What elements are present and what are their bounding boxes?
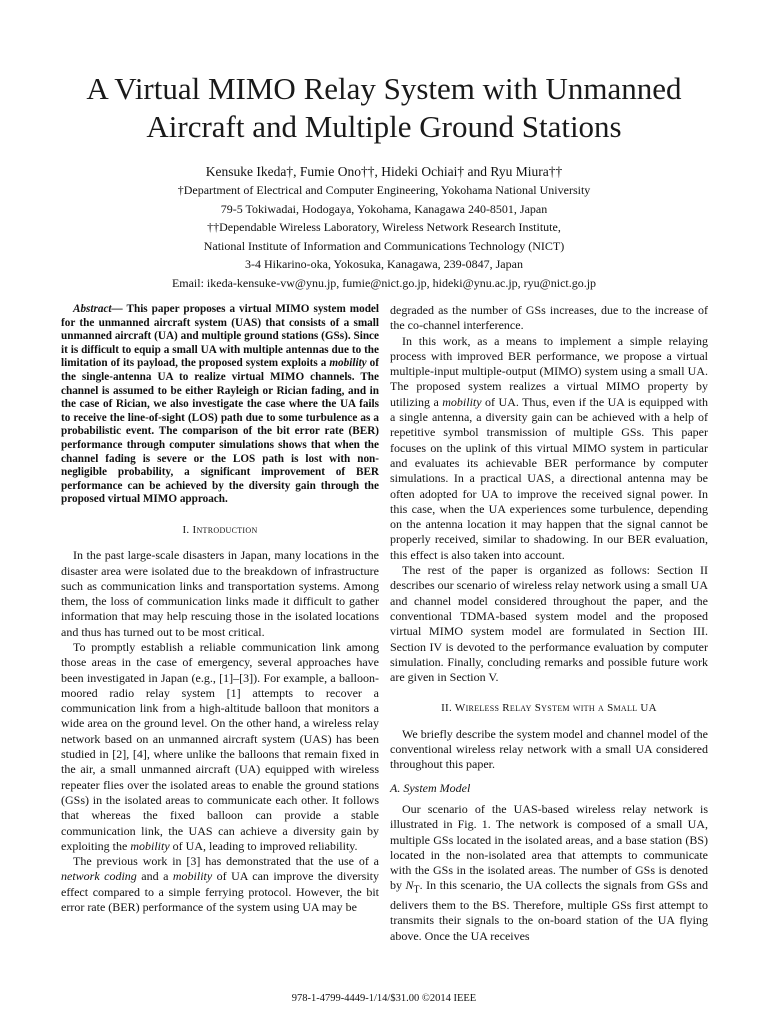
section-heading-introduction: I. Introduction xyxy=(182,523,258,536)
affiliation-line: 3-4 Hikarino-oka, Yokosuka, Kanagawa, 239-0847, Japan xyxy=(245,257,523,271)
abstract-label: Abstract— xyxy=(73,303,123,315)
paragraph: To promptly establish a reliable communication link among those areas in the case of emergency, several approaches have been investigated in Japan (e.g., [1]–[3]). For example, a balloon-moored radio relay system [1] attempts to recover a communication link from a high-altitude balloon that monitors a wide area on the ground level. On the other hand, a wireless relay network based on an unmanned aircraft system (UAS) has been studied in [2], [4], where unlike the balloons that remain fixed in the air, a small unmanned aircraft (UA) equipped with wireless repeater flies over the isolated areas to enable the ground stations (GSs) in the isolated areas to communicate each other. It follows that whereas the fixed balloon can provide a stable communication link, the UAS can achieve a diversity gain by exploiting the mobility of UA, leading to improved reliability. xyxy=(61,639,379,853)
abstract: Abstract— This paper proposes a virtual MIMO system model for the unmanned aircraft system (UAS) that consists of a small unmanned aircraft (UA) and multiple ground stations (GSs). Since it is difficult to equip a small UA with multiple antennas due to the limitation of its payload, the proposed system exploits a mobility of the single-antenna UA to realize virtual MIMO channels. The channel is assumed to be either Rayleigh or Rician fading, and in the case of Rician, we also investigate the case where the UA fails to receive the line-of-sight (LOS) path due to some turbulence as a probabilistic event. The comparison of the bit error rate (BER) performance through computer simulations shows that when the channel fading is severe or the LOS path is lost with non-negligible probability, a significant improvement of BER performance can be achieved by the diversity gain through the proposed virtual MIMO approach. xyxy=(61,303,379,506)
author-block xyxy=(40,163,728,292)
paragraph: In the past large-scale disasters in Japan, many locations in the disaster area were isolated due to the breakdown of infrastructure such as communication links and transportation systems. Among them, the loss of communication links made it difficult to gather information that may help rescuing those in the isolated locations and thus has turned out to be most critical. xyxy=(61,548,379,639)
paragraph-continued: degraded as the number of GSs increases, due to the increase of the co-channel interference. xyxy=(390,303,708,333)
affiliation-line: 79-5 Tokiwadai, Hodogaya, Yokohama, Kanagawa 240-8501, Japan xyxy=(220,201,548,216)
email-line: Email: ikeda-kensuke-vw@ynu.jp, fumie@nict.go.jp, hideki@ynu.ac.jp, ryu@nict.go.jp xyxy=(171,275,597,290)
affiliation-line: †Department of Electrical and Computer Engineering, Yokohama National University xyxy=(177,183,591,197)
author-names: Kensuke Ikeda†, Fumie Ono††, Hideki Ochiai† and Ryu Miura†† xyxy=(205,164,563,179)
subsection-heading-system-model: A. System Model xyxy=(390,780,471,795)
paragraph: Our scenario of the UAS-based wireless relay network is illustrated in Fig. 1. The network is composed of a small UA, multiple GSs located in the isolated areas, and a base station (BS) located in the non-isolated area that attempts to communicate with the GSs in the isolated areas. The number of GSs is denoted by $N_T$. In this scenario, the UA collects the signals from GSs and delivers them to the BS. Therefore, multiple GSs first attempt to transmits their signals to the on-board station of the UA flying above. Once the UA receives xyxy=(390,801,709,943)
paper-title: A Virtual MIMO Relay System with Unmanned Aircraft and Multiple Ground Stations xyxy=(86,71,682,144)
paragraph: In this work, as a means to implement a simple relaying process with improved BER performance, we propose a virtual multiple-input multiple-output (MIMO) system using a small UA. The proposed system realizes a virtual MIMO property by utilizing a mobility of UA. Thus, even if the UA is equipped with a single antenna, a diversity gain can be achieved with a help of repetitive symbol transmission of multiple GSs. This paper focuses on the uplink of this virtual MIMO system in particular and evaluates its achievable BER performance by computer simulations. In a practical UAS, a directional antenna may be often adopted for UA to improve the received signal power. In this case, when the UA experiences some turbulence, depending on the antenna location it may happen that the signal cannot be properly received, similar to shadowing. In our BER evaluation, this effect is also taken into account. xyxy=(390,333,709,562)
section-heading-wireless-relay: II. Wireless Relay System with a Small UA xyxy=(441,702,657,715)
right-column xyxy=(390,303,708,944)
left-column xyxy=(61,303,379,915)
affiliation-line: ††Dependable Wireless Laboratory, Wireless Network Research Institute, xyxy=(207,220,561,234)
paragraph: The previous work in [3] has demonstrated that the use of a network coding and a mobility of UA can improve the diversity effect compared to a simple ferrying protocol. However, the bit error rate (BER) performance of the system using UA may be xyxy=(61,854,379,915)
affiliation-line: National Institute of Information and Communications Technology (NICT) xyxy=(203,238,565,253)
paragraph: We briefly describe the system model and channel model of the conventional wireless relay network with a small UA considered throughout this paper. xyxy=(390,726,708,772)
copyright-footer: 978-1-4799-4449-1/14/$31.00 ©2014 IEEE xyxy=(291,993,477,1004)
paragraph: The rest of the paper is organized as follows: Section II describes our scenario of wireless relay network using a small UA and channel model considered throughout the paper, and the conventional TDMA-based system model and the proposed virtual MIMO system model are formulated in Section III. Section IV is devoted to the performance evaluation by computer simulation. Finally, concluding remarks and possible future work are given in Section V. xyxy=(390,563,708,685)
